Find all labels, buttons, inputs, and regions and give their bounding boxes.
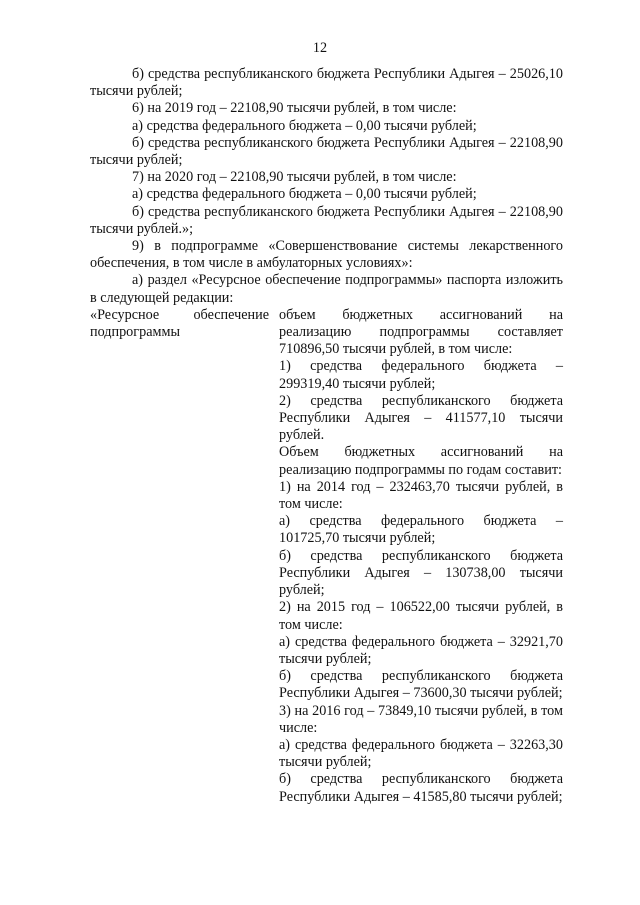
value-paragraph: а) средства федерального бюджета – 32921,70 тысячи рублей; xyxy=(279,633,563,667)
value-paragraph: а) средства федерального бюджета – 101725,70 тысячи рублей; xyxy=(279,513,563,547)
paragraph: а) средства федерального бюджета – 0,00 тысячи рублей; xyxy=(132,117,477,134)
paragraph: 9) в подпрограмме «Совершенствование системы лекарственного обеспечения, в том числе в амбулаторных условиях»: xyxy=(90,238,563,272)
value-paragraph: Объем бюджетных ассигнований на реализацию подпрограммы по годам составит: xyxy=(279,444,563,478)
passport-section-label xyxy=(90,307,269,806)
value-paragraph: 2) на 2015 год – 106522,00 тысячи рублей, в том числе: xyxy=(279,599,563,633)
document-body xyxy=(90,66,563,806)
value-paragraph: 3) на 2016 год – 73849,10 тысячи рублей, в том числе: xyxy=(279,702,563,736)
value-paragraph: б) средства республиканского бюджета Республики Адыгея – 41585,80 тысячи рублей; xyxy=(279,771,563,805)
value-paragraph: а) средства федерального бюджета – 32263,30 тысячи рублей; xyxy=(279,736,563,771)
value-paragraph: б) средства республиканского бюджета Республики Адыгея – 73600,30 тысячи рублей; xyxy=(279,668,563,702)
paragraph: 7) на 2020 год – 22108,90 тысячи рублей, в том числе: xyxy=(132,169,457,186)
value-paragraph: 1) на 2014 год – 232463,70 тысячи рублей, в том числе: xyxy=(279,478,563,513)
paragraph: б) средства республиканского бюджета Республики Адыгея – 22108,90 тысячи рублей; xyxy=(90,134,563,169)
paragraph: б) средства республиканского бюджета Республики Адыгея – 25026,10 тысячи рублей; xyxy=(90,66,563,100)
value-paragraph: 2) средства республиканского бюджета Республики Адыгея – 411577,10 тысячи рублей. xyxy=(279,392,563,444)
passport-table xyxy=(90,307,563,806)
label-line: «Ресурсное обеспечение xyxy=(90,306,269,323)
value-paragraph: объем бюджетных ассигнований на реализацию подпрограммы составляет 710896,50 тысячи рублей, в том числе: xyxy=(279,306,563,358)
passport-section-value xyxy=(279,307,563,806)
value-paragraph: 1) средства федерального бюджета – 299319,40 тысячи рублей; xyxy=(279,358,563,392)
value-paragraph: б) средства республиканского бюджета Республики Адыгея – 130738,00 тысячи рублей; xyxy=(279,547,563,599)
paragraph: а) средства федерального бюджета – 0,00 тысячи рублей; xyxy=(132,186,477,203)
paragraph: 6) на 2019 год – 22108,90 тысячи рублей, в том числе: xyxy=(132,100,457,117)
paragraph: б) средства республиканского бюджета Республики Адыгея – 22108,90 тысячи рублей.»; xyxy=(90,203,563,237)
label-line: подпрограммы xyxy=(90,324,180,341)
page-number: 12 xyxy=(312,40,328,56)
paragraph: а) раздел «Ресурсное обеспечение подпрограммы» паспорта изложить в следующей редакции: xyxy=(90,272,563,306)
